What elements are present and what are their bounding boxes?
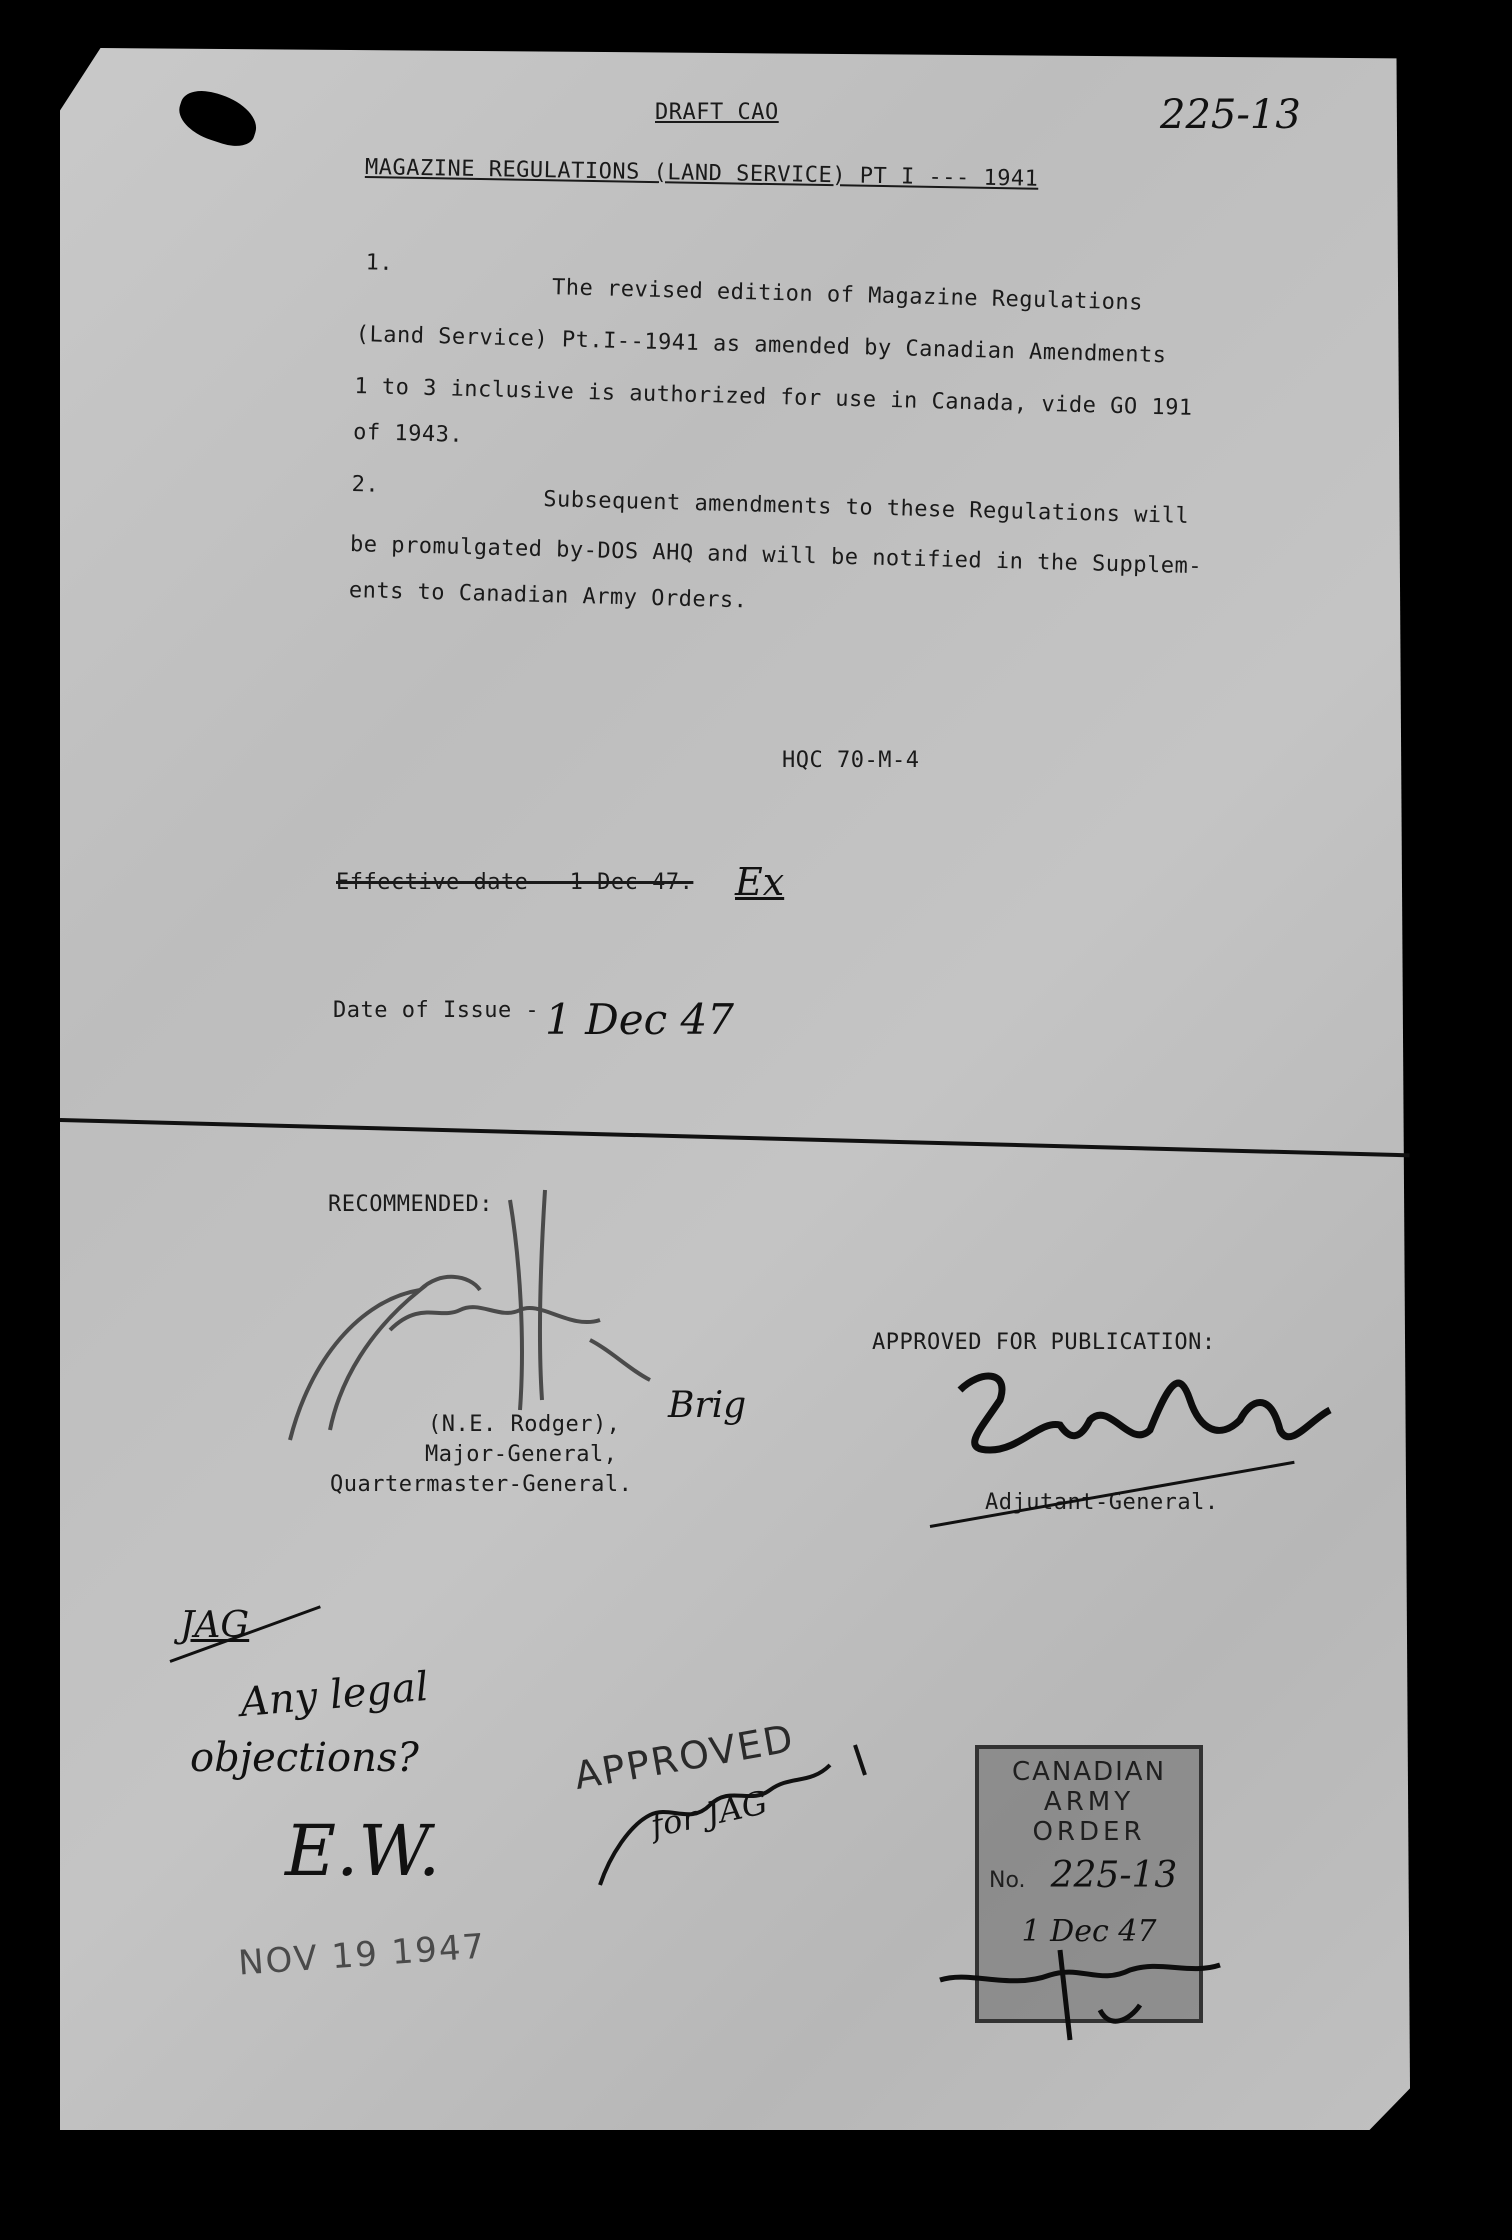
cao-stamp-no-label: No. — [989, 1868, 1026, 1893]
document-subtitle: MAGAZINE REGULATIONS (LAND SERVICE) PT I --- 1941 — [364, 155, 1039, 192]
date-of-issue-label: Date of Issue - — [333, 998, 540, 1023]
effective-date-handwritten: Ex — [735, 860, 785, 904]
approved-for-publication-label: APPROVED FOR PUBLICATION: — [872, 1330, 1216, 1355]
qmg-rank: Major-General, — [425, 1442, 618, 1467]
corner-file-number: 225-13 — [1160, 92, 1301, 138]
qmg-title: Quartermaster-General. — [330, 1472, 633, 1497]
cao-stamp-signature — [930, 1920, 1230, 2060]
qmg-name: (N.E. Rodger), — [428, 1412, 621, 1437]
paragraph-2-line-2: be promulgated by-DOS AHQ and will be notified in the Supplem- — [349, 531, 1203, 580]
file-reference: HQC 70-M-4 — [782, 748, 920, 773]
paragraph-1-number: 1. — [365, 250, 394, 276]
effective-date-struck: Effective date - 1 Dec 47. — [336, 870, 694, 895]
ag-signature — [940, 1340, 1340, 1480]
jag-note-line-2: Any legal — [238, 1663, 431, 1727]
qmg-signature-suffix: Brig — [668, 1385, 747, 1426]
cao-stamp-line-2: ARMY — [1043, 1787, 1135, 1817]
paragraph-1-line-2: (Land Service) Pt.I--1941 as amended by Canadian Amendments — [355, 321, 1167, 369]
approved-for-jag: for JAG — [647, 1783, 771, 1845]
cao-stamp-line-1: CANADIAN — [1011, 1757, 1167, 1787]
paragraph-1-line-3: 1 to 3 inclusive is authorized for use in Canada, vide GO 191 — [354, 373, 1193, 421]
paragraph-2-number: 2. — [351, 472, 380, 498]
paragraph-2-line-1: Subsequent amendments to these Regulations will — [543, 487, 1190, 529]
recommended-label: RECOMMENDED: — [328, 1192, 493, 1217]
cao-stamp-line-3: ORDER — [1032, 1817, 1146, 1847]
date-of-issue-handwritten: 1 Dec 47 — [545, 995, 734, 1044]
cao-stamp-date: 1 Dec 47 — [1021, 1914, 1157, 1949]
jag-note-line-3: objections? — [190, 1735, 419, 1781]
cao-stamp-number: 225-13 — [1050, 1855, 1178, 1896]
paragraph-1 — [353, 250, 1258, 473]
jag-note-line-1: JAG — [180, 1605, 250, 1646]
paragraph-2 — [348, 472, 1252, 656]
paragraph-1-line-1: The revised edition of Magazine Regulations — [551, 275, 1144, 316]
document-title: DRAFT CAO — [655, 100, 779, 125]
jag-initials: E.W. — [285, 1810, 441, 1892]
nov-date-stamp: NOV 19 1947 — [236, 1926, 488, 1984]
paragraph-2-line-3: ents to Canadian Army Orders. — [348, 577, 748, 614]
approved-stamp: APPROVED — [570, 1715, 798, 1799]
ag-title: Adjutant-General. — [985, 1490, 1219, 1515]
paragraph-1-line-4: of 1943. — [352, 419, 464, 448]
